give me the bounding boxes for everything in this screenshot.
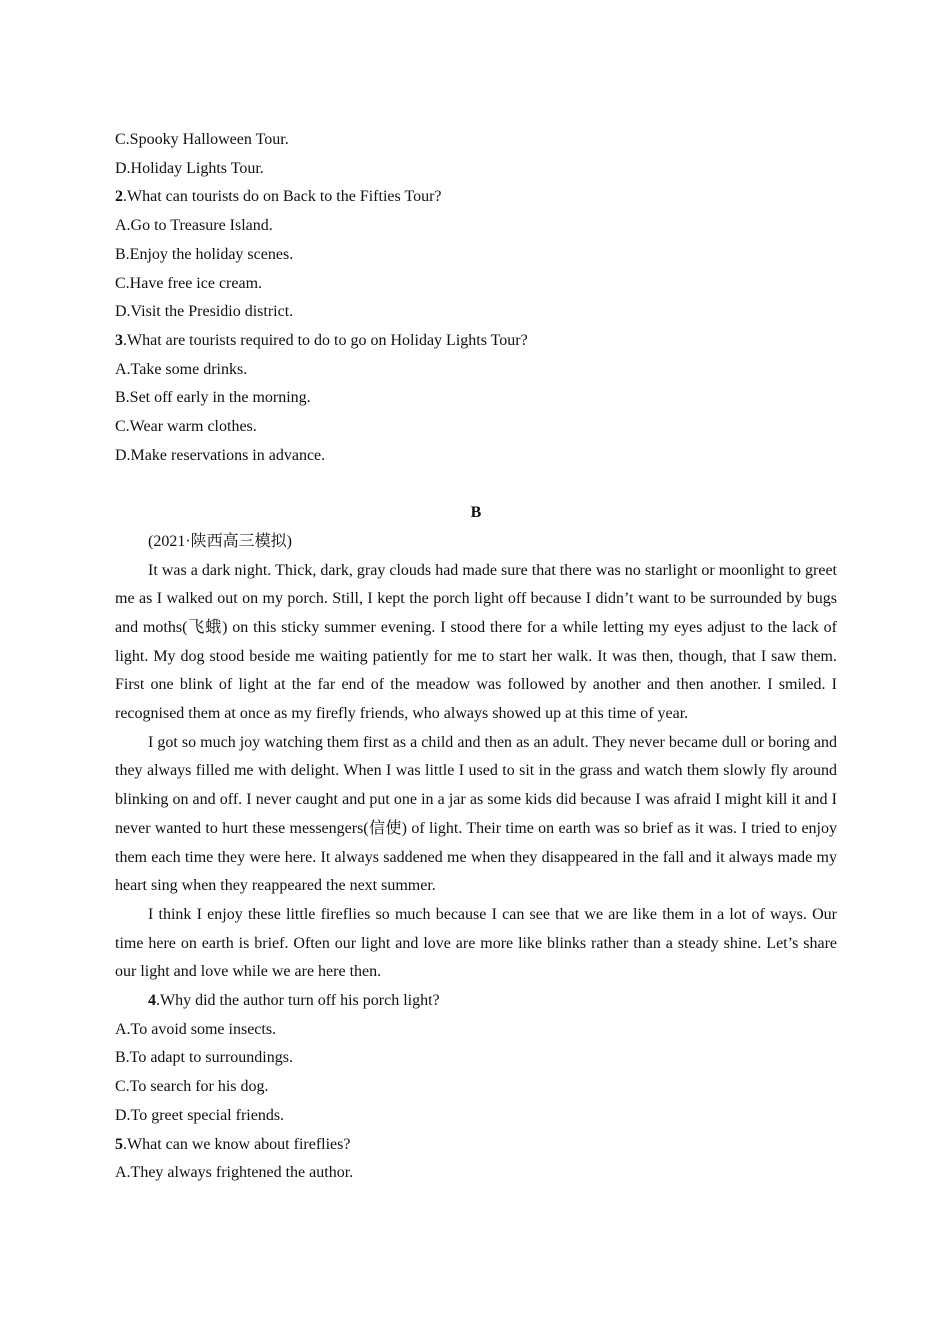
question-text: .What can tourists do on Back to the Fifties Tour? <box>123 188 442 206</box>
question-5 <box>115 1131 837 1160</box>
question-text: .Why did the author turn off his porch light? <box>156 992 440 1010</box>
question-number: 3 <box>115 331 123 349</box>
question-4 <box>115 987 837 1016</box>
question-number: 2 <box>115 188 123 206</box>
question-3 <box>115 327 837 356</box>
section-heading-b: B <box>470 504 482 522</box>
q2-option-b: B.Enjoy the holiday scenes. <box>115 245 294 263</box>
q3-option-c: C.Wear warm clothes. <box>115 418 257 436</box>
q2-option-d: D.Visit the Presidio district. <box>115 303 294 321</box>
question-2 <box>115 183 837 212</box>
passage-paragraph-3: I think I enjoy these little fireflies so much because I can see that we are like them in a lot of ways. Our time here on earth is brief. Often our light and love are more like blinks rather than a steady shine. Let’s share our light and love while we are here then. <box>115 905 837 981</box>
passage-paragraph-2: I got so much joy watching them first as a child and then as an adult. They never became dull or boring and they always filled me with delight. When I was little I used to sit in the grass and watch them slowly fly around blinking on and off. I never caught and put one in a jar as some kids did because I was afraid I might kill it and I never wanted to hurt these messengers(信使) of light. Their time on earth was so brief as it was. I tried to enjoy them each time they were here. It always saddened me when they disappeared in the fall and it always made my heart sing when they reappeared the next summer. <box>115 733 837 895</box>
q4-option-b: B.To adapt to surroundings. <box>115 1049 293 1067</box>
q4-option-d: D.To greet special friends. <box>115 1106 285 1124</box>
q4-option-c: C.To search for his dog. <box>115 1078 269 1096</box>
passage-paragraph-1: It was a dark night. Thick, dark, gray clouds had made sure that there was no starlight or moonlight to greet me as I walked out on my porch. Still, I kept the porch light off because I didn’t want to be surrounded by bugs and moths(飞蛾) on this sticky summer evening. I stood there for a while letting my eyes adjust to the lack of light. My dog stood beside me waiting patiently for me to start her walk. It was then, though, that I saw them. First one blink of light at the far end of the meadow was followed by another and then another. I smiled. I recognised them at once as my firefly friends, who always showed up at this time of year. <box>115 561 837 723</box>
q4-option-a: A.To avoid some insects. <box>115 1020 277 1038</box>
q2-option-a: A.Go to Treasure Island. <box>115 217 273 235</box>
q3-option-a: A.Take some drinks. <box>115 360 248 378</box>
q2-option-c: C.Have free ice cream. <box>115 274 263 292</box>
document-content <box>115 126 837 1188</box>
q5-option-a: A.They always frightened the author. <box>115 1164 354 1182</box>
q1-option-c: C.Spooky Halloween Tour. <box>115 131 289 148</box>
q1-option-d: D.Holiday Lights Tour. <box>115 159 264 177</box>
question-number: 5 <box>115 1135 123 1153</box>
question-text: .What can we know about fireflies? <box>123 1135 351 1153</box>
q3-option-b: B.Set off early in the morning. <box>115 389 311 407</box>
q3-option-d: D.Make reservations in advance. <box>115 446 326 464</box>
passage-source: (2021·陕西高三模拟) <box>148 532 292 550</box>
question-text: .What are tourists required to do to go on Holiday Lights Tour? <box>123 331 528 349</box>
question-number: 4 <box>148 992 156 1010</box>
